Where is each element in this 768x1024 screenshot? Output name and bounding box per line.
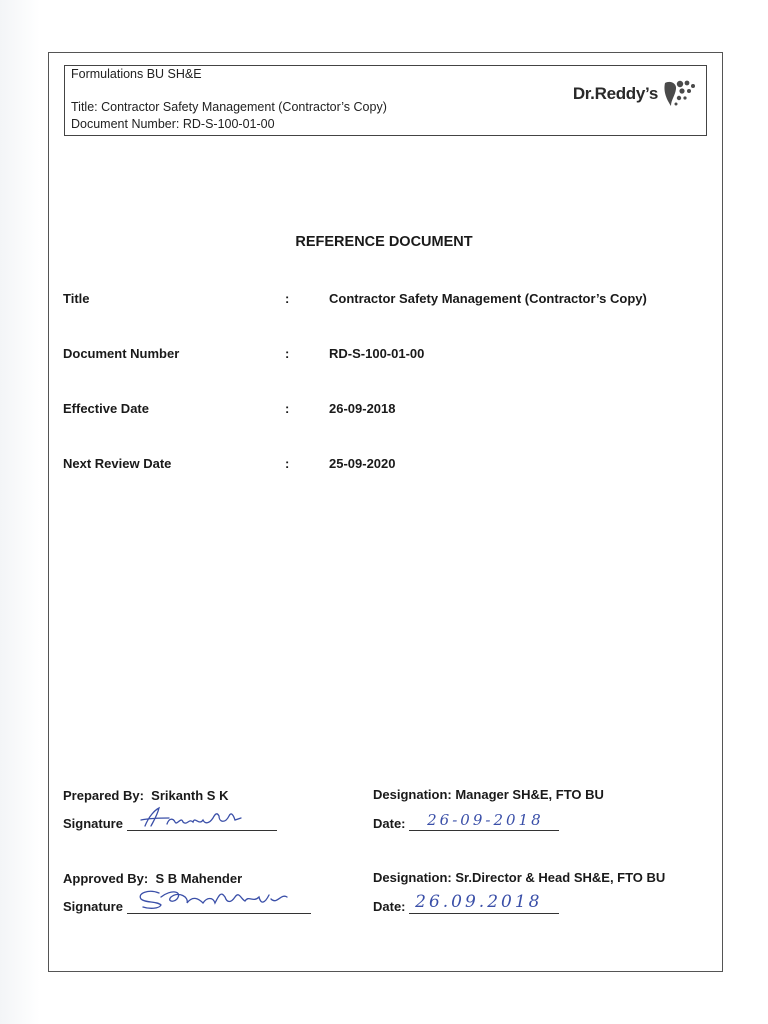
handwritten-signature-icon bbox=[131, 885, 311, 913]
prepared-by-name: Srikanth S K bbox=[151, 788, 229, 803]
field-label: Effective Date bbox=[63, 401, 149, 416]
approved-designation: Designation: Sr.Director & Head SH&E, FTO BU bbox=[373, 870, 666, 885]
field-row-title bbox=[63, 291, 703, 309]
prepared-by-label: Prepared By: bbox=[63, 788, 144, 803]
field-row-next-review-date bbox=[63, 456, 703, 474]
prepared-date bbox=[373, 812, 559, 831]
scan-edge bbox=[0, 0, 40, 1024]
approved-by-label: Approved By: bbox=[63, 871, 149, 886]
handwritten-signature-icon bbox=[131, 806, 271, 830]
approved-by bbox=[63, 871, 242, 886]
document-heading: REFERENCE DOCUMENT bbox=[295, 234, 473, 250]
field-value: RD-S-100-01-00 bbox=[329, 346, 425, 361]
signature-label: Signature bbox=[63, 816, 123, 831]
page-frame bbox=[48, 52, 723, 972]
date-line bbox=[409, 812, 559, 831]
handwritten-date: 26-09-2018 bbox=[427, 811, 544, 829]
approved-signature bbox=[63, 895, 311, 914]
signature-line bbox=[127, 895, 311, 914]
date-label: Date: bbox=[373, 816, 406, 831]
prepared-designation: Designation: Manager SH&E, FTO BU bbox=[373, 787, 604, 802]
header-title: Title: Contractor Safety Management (Contractor’s Copy) bbox=[71, 100, 387, 114]
signature-line bbox=[127, 812, 277, 831]
field-label: Title bbox=[63, 291, 90, 306]
field-colon: : bbox=[285, 456, 290, 471]
prepared-by bbox=[63, 788, 228, 803]
field-colon: : bbox=[285, 401, 290, 416]
prepared-signature bbox=[63, 812, 277, 831]
field-row-effective-date bbox=[63, 401, 703, 419]
header-document-number: Document Number: RD-S-100-01-00 bbox=[71, 117, 275, 131]
handwritten-date: 26.09.2018 bbox=[415, 892, 543, 912]
date-label: Date: bbox=[373, 899, 406, 914]
field-row-document-number bbox=[63, 346, 703, 364]
approved-by-name: S B Mahender bbox=[155, 871, 243, 886]
signature-label: Signature bbox=[63, 899, 123, 914]
field-value: Contractor Safety Management (Contractor’s Copy) bbox=[329, 291, 647, 306]
field-value: 26-09-2018 bbox=[329, 401, 396, 416]
field-label: Next Review Date bbox=[63, 456, 172, 471]
logo-text: Dr.Reddy’s bbox=[572, 84, 658, 103]
document-header bbox=[64, 65, 707, 136]
field-colon: : bbox=[285, 346, 290, 361]
header-department: Formulations BU SH&E bbox=[71, 67, 202, 81]
logo-mark-icon bbox=[662, 78, 698, 110]
field-label: Document Number bbox=[63, 346, 180, 361]
company-logo bbox=[573, 78, 698, 110]
approved-date bbox=[373, 892, 559, 914]
field-colon: : bbox=[285, 291, 290, 306]
field-value: 25-09-2020 bbox=[329, 456, 396, 471]
date-line bbox=[409, 892, 559, 914]
